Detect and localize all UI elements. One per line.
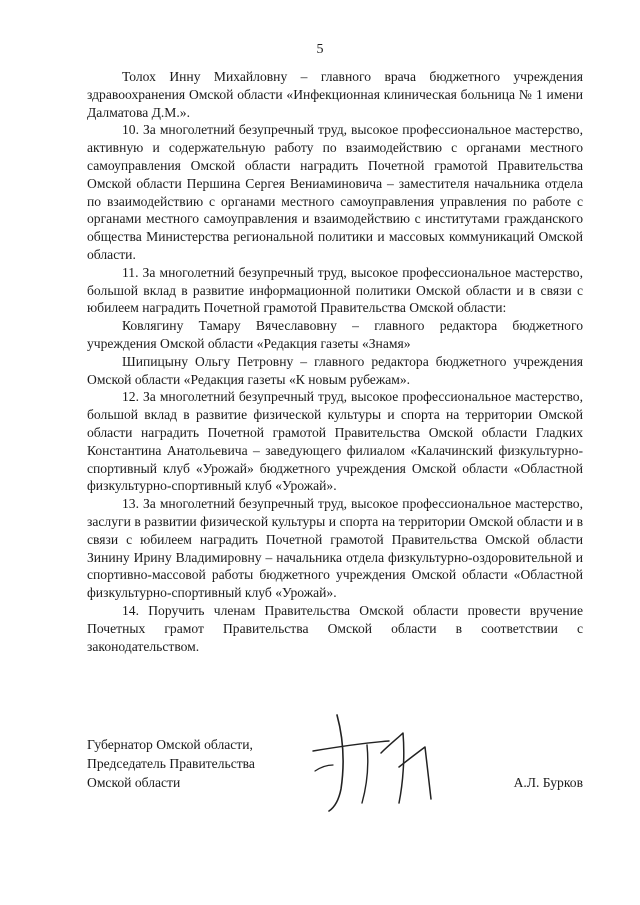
paragraph-award-kovlyagina: Ковлягину Тамару Вячеславовну – главного редактора бюджетного учреждения Омской области «Редакция газеты «Знамя» bbox=[87, 318, 583, 351]
signature-block bbox=[87, 735, 583, 855]
signatory-title-line: Губернатор Омской области, bbox=[87, 737, 253, 752]
handwritten-signature-icon bbox=[307, 707, 457, 817]
paragraph-item-10: 10. За многолетний безупречный труд, высокое профессиональное мастерство, активную и содержательную работу по взаимодействию с органами местного самоуправления Омской области наградить Почетной грамотой Правительства Омской области Першина Сергея Вениаминовича – заместителя начальника отдела по взаимодействию с органами местного самоуправления управления по работе с органами местного самоуправления и взаимодействию с институтами гражданского общества Министерства региональной политики и массовых коммуникаций Омской области. bbox=[87, 122, 583, 262]
page-number: 5 bbox=[316, 42, 324, 57]
paragraph-award-tolokh: Толох Инну Михайловну – главного врача бюджетного учреждения здравоохранения Омской области «Инфекционная клиническая больница № 1 имени Далматова Д.М.». bbox=[87, 69, 583, 120]
document-body bbox=[87, 68, 583, 655]
signatory-title-line: Председатель Правительства bbox=[87, 756, 255, 771]
paragraph-item-13: 13. За многолетний безупречный труд, высокое профессиональное мастерство, заслуги в развитии физической культуры и спорта на территории Омской области и в связи с юбилеем наградить Почетной грамотой Правительства Омской области Зинину Ирину Владимировну – начальника отдела физкультурно-оздоровительной и спортивно-массовой работы бюджетного учреждения Омской области «Областной физкультурно-спортивный клуб «Урожай». bbox=[87, 496, 583, 601]
signatory-title-line: Омской области bbox=[87, 775, 181, 790]
signatory-name: А.Л. Бурков bbox=[513, 775, 583, 790]
paragraph-item-12: 12. За многолетний безупречный труд, высокое профессиональное мастерство, большой вклад в развитие физической культуры и спорта на территории Омской области наградить Почетной грамотой Правительства Омской области Гладких Константина Анатольевича – заведующего филиалом «Калачинский физкультурно-спортивный клуб «Урожай» бюджетного учреждения Омской области «Областной физкультурно-спортивный клуб «Урожай». bbox=[87, 389, 583, 494]
signature-stroke bbox=[313, 741, 389, 751]
paragraph-award-shipitsyna: Шипицыну Ольгу Петровну – главного редактора бюджетного учреждения Омской области «Редакция газеты «К новым рубежам». bbox=[87, 353, 583, 387]
signature-stroke bbox=[315, 765, 333, 771]
signature-stroke bbox=[381, 733, 404, 803]
paragraph-item-14: 14. Поручить членам Правительства Омской области провести вручение Почетных грамот Правительства Омской области в соответствии с законодательством. bbox=[87, 602, 583, 654]
paragraph-item-11: 11. За многолетний безупречный труд, высокое профессиональное мастерство, большой вклад в развитие информационной политики Омской области и в связи с юбилеем наградить Почетной грамотой Правительства Омской области: bbox=[87, 264, 583, 316]
signatory-title bbox=[87, 735, 255, 792]
signature-stroke bbox=[329, 715, 343, 811]
signature-stroke bbox=[362, 745, 368, 803]
